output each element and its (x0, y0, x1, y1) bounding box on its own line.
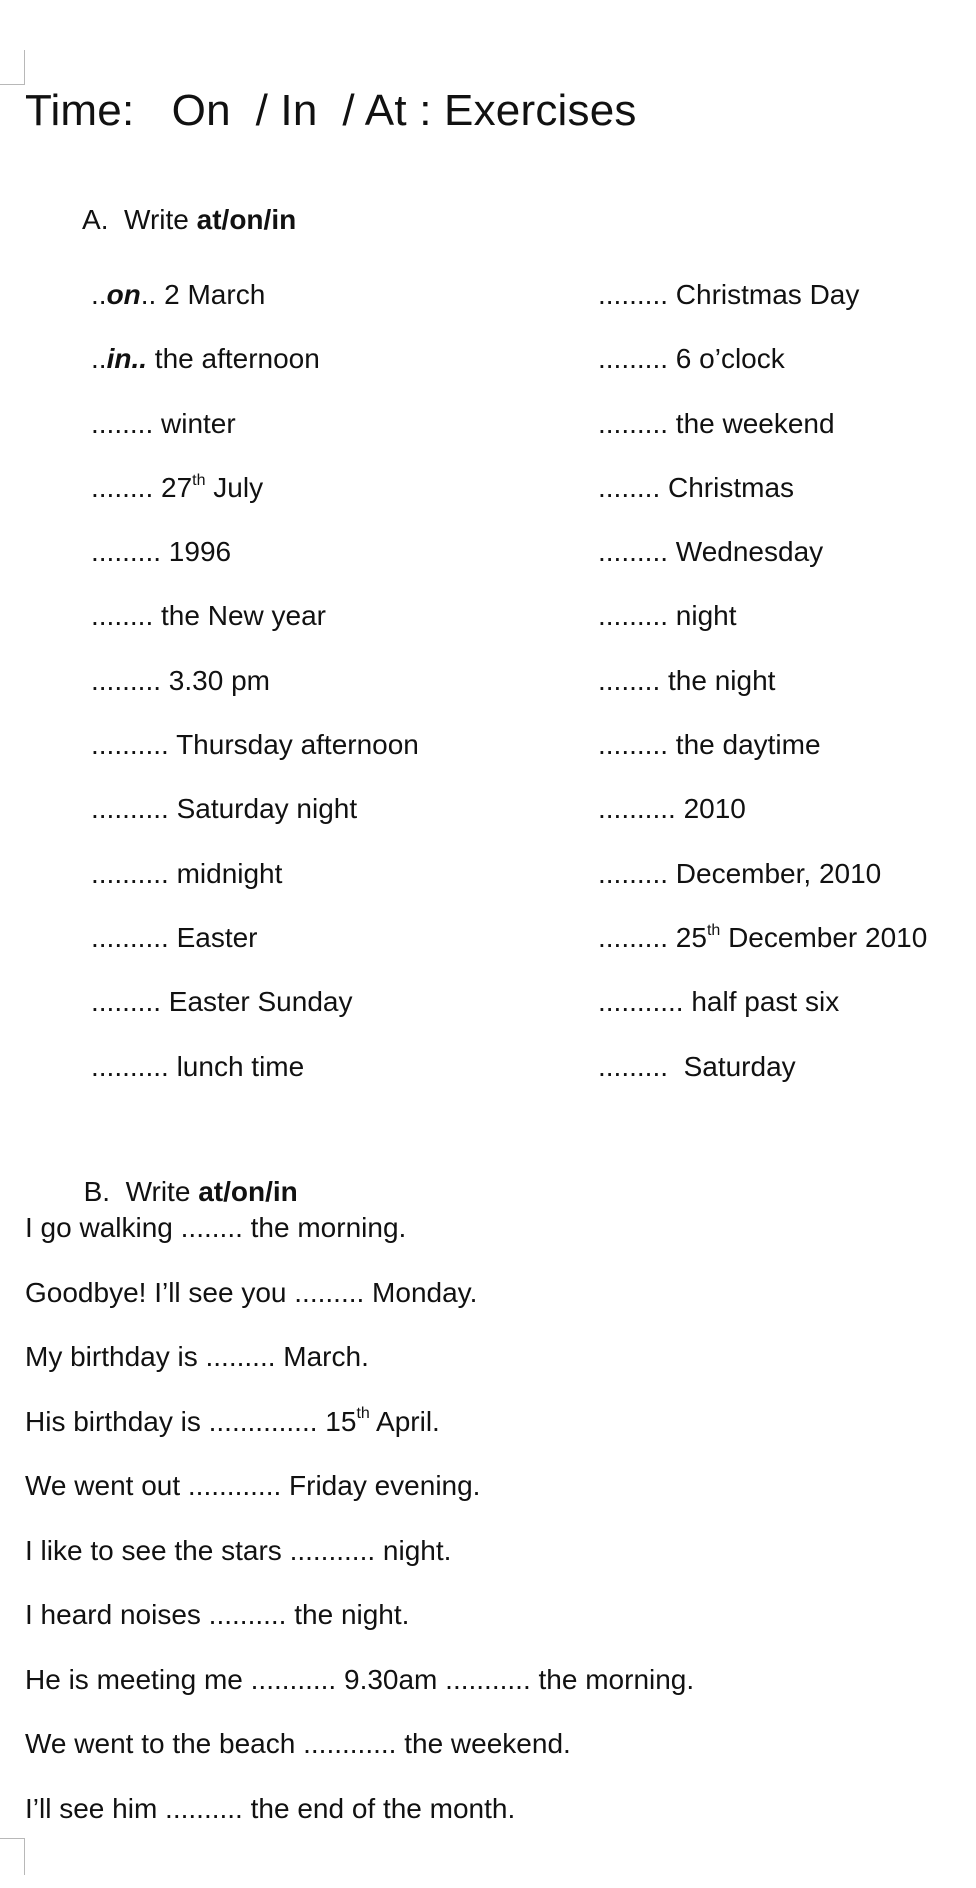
section-a-instruction: Write (124, 204, 197, 235)
exercise-a-item: ........ the New year (91, 600, 326, 632)
exercise-b-sentence: I’ll see him .......... the end of the month. (25, 1792, 516, 1824)
section-b-heading (68, 1144, 298, 1208)
exercise-a-item: .......... midnight (91, 857, 283, 889)
exercise-a-item: .......... 2010 (598, 793, 746, 825)
exercise-a-item: .......... Easter (91, 921, 258, 953)
exercise-a-item: ......... Saturday (598, 1050, 796, 1082)
section-b-letter: B. (83, 1176, 111, 1207)
exercise-a-item: ........... half past six (598, 986, 840, 1018)
exercise-a-item: ........ winter (91, 407, 236, 439)
page-title: Time: On / In / At : Exercises (25, 86, 637, 135)
exercise-b-sentence: He is meeting me ........... 9.30am ........... the morning. (25, 1663, 695, 1695)
exercise-b-sentences (25, 1208, 694, 1853)
exercise-b-sentence: We went to the beach ............ the weekend. (25, 1728, 571, 1759)
exercise-a-item: ......... 6 o’clock (598, 343, 785, 375)
page-corner-mark-bottom (0, 1838, 25, 1875)
exercise-a-item: ......... December, 2010 (598, 857, 882, 889)
exercise-a-item: ..on.. 2 March (91, 279, 266, 310)
exercise-a-item: ........ the night (598, 664, 776, 696)
exercise-a-item: .......... Thursday afternoon (91, 729, 419, 761)
section-b-instruction-bold: at/on/in (198, 1176, 298, 1207)
section-b-instruction: Write (125, 1176, 199, 1207)
section-a-instruction-bold: at/on/in (196, 204, 297, 235)
exercise-a-item: ......... 3.30 pm (91, 664, 270, 696)
exercise-b-sentence: My birthday is ......... March. (25, 1341, 369, 1372)
exercise-a-item: ......... night (598, 600, 737, 632)
exercise-b-sentence: I heard noises .......... the night. (25, 1599, 410, 1630)
exercise-a-item: .......... lunch time (91, 1050, 305, 1082)
exercise-b-sentence: We went out ............ Friday evening. (25, 1470, 481, 1501)
exercise-a-item: ......... 25th December 2010 (598, 921, 928, 953)
section-a-heading (68, 172, 296, 236)
exercise-a-item: ........ Christmas (598, 471, 795, 503)
exercise-a-item: ..in.. the afternoon (91, 343, 320, 375)
exercise-a-item: ......... Christmas Day (598, 279, 860, 310)
exercise-b-sentence: I like to see the stars ........... night. (25, 1534, 452, 1566)
exercise-a-item: ......... Wednesday (598, 536, 824, 568)
section-a-letter: A. (82, 204, 109, 235)
exercise-b-sentence: I go walking ........ the morning. (25, 1212, 407, 1243)
exercise-a-item: .......... Saturday night (91, 793, 358, 825)
exercise-a-left-column (91, 275, 419, 1111)
page-corner-mark-top (0, 50, 25, 85)
exercise-a-item: ........ 27th July (91, 471, 264, 503)
exercise-b-sentence: Goodbye! I’ll see you ......... Monday. (25, 1276, 478, 1308)
exercise-a-item: ......... the weekend (598, 407, 835, 439)
exercise-a-item: ......... the daytime (598, 729, 821, 761)
exercise-a-item: ......... 1996 (91, 536, 232, 568)
exercise-a-item: ......... Easter Sunday (91, 986, 353, 1018)
exercise-a-right-column (598, 275, 927, 1111)
exercise-b-sentence: His birthday is .............. 15th April. (25, 1405, 440, 1437)
